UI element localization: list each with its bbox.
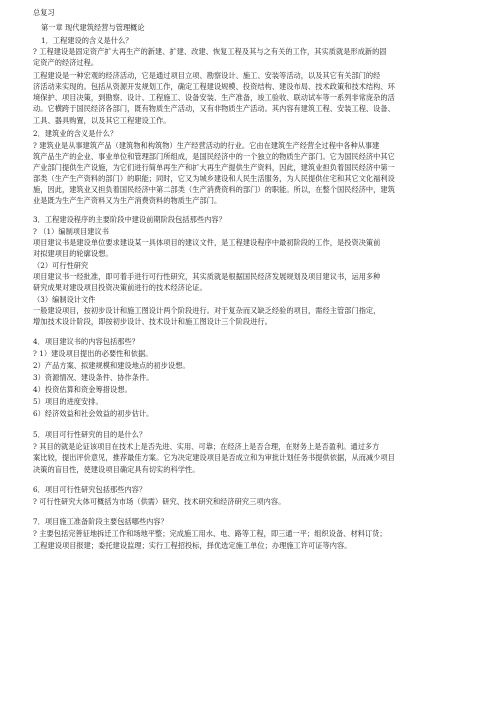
- q4-line: 2）产品方案、拟建规模和建设地点的初步设想。: [33, 361, 190, 370]
- q5-line: 决策的盲目性，使建设项目确定具有切实的科学性。: [33, 465, 200, 474]
- q7-line: 工程建设项目报建；委托建设监理；实行工程招投标，择优选定施工单位；办理施工许可证等内容。: [33, 541, 352, 550]
- doc-title: 总复习: [33, 8, 55, 17]
- q5-heading: 5．项目可行性研究的目的是什么？: [33, 430, 147, 439]
- q1-heading: 1．工程建设的含义是什么？: [41, 36, 133, 45]
- q2-line: ? 建筑业是从事建筑产品（建筑物和构筑物）生产经营活动的行业。它由在建筑生产经营全过程中各种从事建: [33, 141, 380, 150]
- q3-line: （3）编制设计文件: [33, 295, 96, 304]
- q3-heading: 3．工程建设程序的主要阶段中建设前期阶段包括那些内容？: [33, 215, 226, 224]
- q2-line: 筑产品生产的企业、事业单位和管理部门所组成，是国民经济中的一个独立的物质生产部门。它为国民经济中其它: [33, 152, 395, 161]
- q7-line: ? 主要包括完善征地拆迁工作和场地平整；完成施工用水、电、路等工程，即三通一平；组织设备、材料订货；: [33, 529, 387, 538]
- q1-line: 工具、器具购置，以及其它工程建设工作。: [33, 116, 171, 125]
- q1-line: ? 工程建设是固定资产扩大再生产的新建、扩建、改建、恢复工程及其与之有关的工作，其实质就是形成新的固: [33, 47, 387, 56]
- q1-line: 定资产的经济过程。: [33, 58, 99, 67]
- q4-line: 5）项目的进度安排。: [33, 397, 103, 406]
- q2-line: 部类（生产生产资料的部门）的职能；同时，它又为城乡建设和人民生活服务，为人民提供住宅和其它文化福利设: [33, 174, 395, 183]
- q3-line: 项目建议书一经批准，即可着手进行可行性研究，其实质就是根据国民经济发展规划及项目建议书，运用多种: [33, 272, 381, 281]
- q3-line: 增加技术设计阶段，即按初步设计、技术设计和施工图设计三个阶段进行。: [33, 317, 272, 326]
- q1-line: 工程建设是一种宏观的经济活动，它是通过项目立项、勘察设计、施工、安装等活动，以及其它有关部门的经: [33, 71, 381, 80]
- q3-line: 项目建议书是建设单位要求建设某一具体项目的建议文件，是工程建设程序中最初阶段的工作，是投资决策前: [33, 238, 381, 247]
- q3-line: 研究成果对建设项目投资决策前进行的技术经济论证。: [33, 283, 207, 292]
- q6-line: ? 可行性研究大体可概括为市场（供需）研究、技术研究和经济研究三项内容。: [33, 497, 286, 506]
- q3-line: ? （1）编制项目建议书: [33, 227, 109, 236]
- q2-line: 施，因此，建筑业又担负着国民经济中第二部类（生产消费资料的部门）的职能。所以，在整个国民经济中，建筑: [33, 185, 395, 194]
- q6-heading: 6．项目可行性研究包括那些内容？: [33, 485, 147, 494]
- q1-line: 动。它横跨于国民经济各部门，既有物质生产活动，又有非物质生产活动。其内容有建筑工程、安装工程、设备、: [33, 104, 395, 113]
- q3-line: 一般建设项目，按初步设计和施工图设计两个阶段进行。对于复杂而又缺乏经验的项目，需经主管部门指定，: [33, 306, 381, 315]
- q4-line: 4）投资估算和资金筹措设想。: [33, 385, 132, 394]
- q3-line: 对拟建项目的轮廓设想。: [33, 249, 113, 258]
- q2-line: 产业部门提供生产设施，为它们进行简单再生产和扩大再生产提供生产资料，因此，建筑业担负着国民经济中第一: [33, 163, 395, 172]
- q1-line: 境保护、项目决策，到勘察、设计、工程施工、设备安装、生产准备，竣工验收、联动试车等一系列非常庞杂的活: [33, 93, 395, 102]
- q4-line: ? 1）建设项目提出的必要性和依据。: [33, 349, 153, 358]
- q4-heading: 4．项目建议书的内容包括那些？: [33, 337, 139, 346]
- q5-line: 案比较，提出评价意见，推荐最佳方案。它为决定建设项目是否成立和为审批计划任务书提供依据，从而减少项目: [33, 453, 395, 462]
- q3-line: （2）可行性研究: [33, 261, 89, 270]
- q2-line: 业是既为生产生产资料又为生产消费资料的物质生产部门。: [33, 196, 222, 205]
- q4-line: 6）经济效益和社会效益的初步估计。: [33, 409, 154, 418]
- chapter-heading: 第一章 现代建筑经营与管理概论: [41, 23, 145, 32]
- q1-line: 济活动来实现的。包括从资源开发规划工作，确定工程建设规模、投资结构、建设布局、技术政策和技术结构、环: [33, 82, 395, 91]
- q2-heading: 2．建筑业的含义是什么？: [33, 129, 118, 138]
- q7-heading: 7．项目施工准备阶段主要包括哪些内容？: [33, 517, 168, 526]
- q4-line: 3）资源情况、建设条件、协作条件。: [33, 373, 154, 382]
- q5-line: ? 其目的就是论证该项目在技术上是否先进、实用、可靠；在经济上是否合理，在财务上是否盈利。通过多方: [33, 442, 380, 451]
